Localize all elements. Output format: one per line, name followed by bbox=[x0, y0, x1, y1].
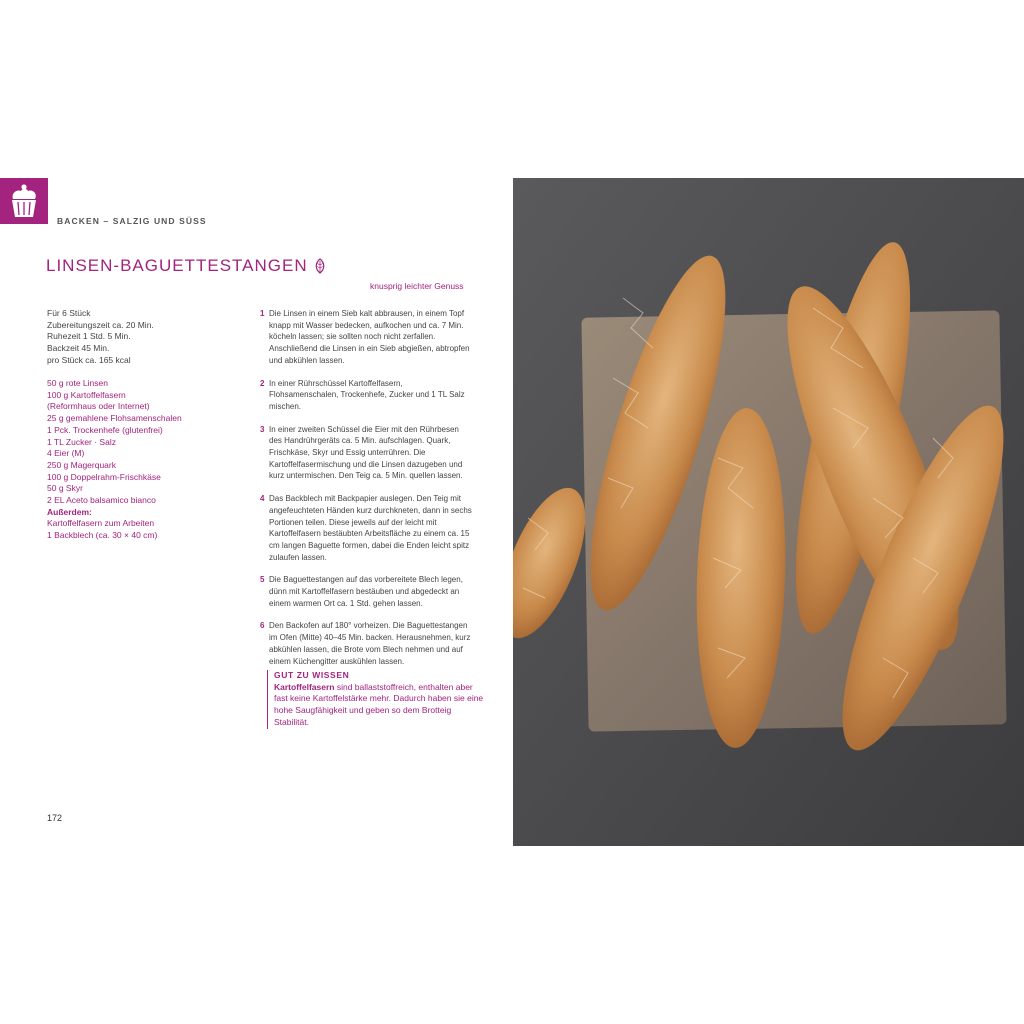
ingredient-item: 250 g Magerquark bbox=[47, 459, 116, 470]
step-number: 3 bbox=[260, 424, 265, 434]
tip-box bbox=[267, 670, 484, 729]
tip-keyword: Kartoffelfasern bbox=[274, 681, 335, 692]
step bbox=[260, 424, 472, 483]
recipe-info bbox=[47, 308, 247, 367]
step-text: Die Linsen in einem Sieb kalt abbrausen, in einem Topf knapp mit Wasser bedecken, aufkochen und ca. 7 Min. köcheln lassen; sie sollten noch nicht zerfallen. Anschließend die Linsen in ein Sieb abgießen, abtropfen und abkühlen lassen. bbox=[269, 309, 470, 365]
step-number: 6 bbox=[260, 621, 265, 631]
step bbox=[260, 378, 472, 413]
step-text: Den Backofen auf 180° vorheizen. Die Baguettestangen im Ofen (Mitte) 40–45 Min. backen. Herausnehmen, kurz abkühlen lassen, die Brote vom Blech nehmen und auf einem Küchengitter auskühlen lassen. bbox=[269, 621, 471, 666]
ingredient-item: 50 g Skyr bbox=[47, 483, 83, 494]
step-number: 4 bbox=[260, 494, 265, 504]
ingredient-item: 1 TL Zucker · Salz bbox=[47, 436, 116, 447]
bread-photo bbox=[513, 178, 1024, 846]
recipe-subtitle: knusprig leichter Genuss bbox=[370, 281, 464, 291]
step bbox=[260, 620, 472, 667]
tip-title: GUT ZU WISSEN bbox=[274, 670, 350, 680]
info-line: pro Stück ca. 165 kcal bbox=[47, 354, 131, 365]
step bbox=[260, 308, 472, 367]
tip-text: sind ballaststoffreich, enthalten aber fast keine Kartoffelstärke mehr. Dadurch haben sie eine hohe Saugfähigkeit und geben so dem Brotteig Stabilität. bbox=[274, 681, 484, 727]
ingredient-item: 100 g Kartoffelfasern bbox=[47, 389, 126, 400]
tip-body bbox=[274, 682, 484, 729]
ingredient-item: (Reformhaus oder Internet) bbox=[47, 401, 150, 412]
leaf-icon bbox=[314, 258, 326, 274]
step-text: In einer Rührschüssel Kartoffelfasern, Flohsamenschalen, Trockenhefe, Zucker und 1 TL Salz mischen. bbox=[269, 378, 465, 411]
step-number: 1 bbox=[260, 309, 265, 318]
step-number: 5 bbox=[260, 575, 265, 585]
step-text: In einer zweiten Schüssel die Eier mit den Rührbesen des Handrührgeräts ca. 5 Min. aufschlagen. Quark, Frischkäse, Skyr und Essig unterrühren. Die Kartoffelfasermischung und die Linsen dazugeben und kurz untermischen. Den Teig ca. 5 Min. quellen lassen. bbox=[269, 424, 463, 481]
info-line: Zubereitungszeit ca. 20 Min. bbox=[47, 319, 154, 330]
step bbox=[260, 574, 472, 609]
ingredient-item: 25 g gemahlene Flohsamenschalen bbox=[47, 413, 182, 424]
cupcake-icon bbox=[7, 183, 41, 219]
step-number: 2 bbox=[260, 378, 265, 388]
ingredient-item: 50 g rote Linsen bbox=[47, 378, 108, 388]
extra-item: Kartoffelfasern zum Arbeiten bbox=[47, 518, 155, 529]
instruction-steps bbox=[260, 308, 472, 678]
step bbox=[260, 493, 472, 563]
ingredient-item: 4 Eier (M) bbox=[47, 448, 85, 459]
ingredient-item: 2 EL Aceto balsamico bianco bbox=[47, 495, 156, 506]
ingredient-item: 100 g Doppelrahm-Frischkäse bbox=[47, 471, 161, 482]
title-row bbox=[46, 256, 326, 276]
ingredient-item: 1 Pck. Trockenhefe (glutenfrei) bbox=[47, 424, 163, 435]
step-text: Die Baguettestangen auf das vorbereitete Blech legen, dünn mit Kartoffelfasern bestäuben und abgedeckt an einem warmen Ort ca. 1 Std. gehen lassen. bbox=[269, 575, 463, 608]
section-label: BACKEN – SALZIG UND SÜSS bbox=[57, 216, 207, 226]
page-number: 172 bbox=[47, 813, 63, 823]
info-line: Für 6 Stück bbox=[47, 308, 91, 318]
extra-item: 1 Backblech (ca. 30 × 40 cm) bbox=[47, 530, 158, 541]
step-text: Das Backblech mit Backpapier auslegen. Den Teig mit angefeuchteten Händen kurz durchkneten, dann in sechs Portionen teilen. Diese jeweils auf der leicht mit Kartoffelfasern bestäubten Arbeitsfläche zu einem ca. 15 cm langen Baguette formen, dabei die Enden leicht spitz zulaufen lassen. bbox=[269, 494, 472, 562]
extras-heading: Außerdem: bbox=[47, 506, 92, 517]
ingredient-list bbox=[47, 378, 252, 542]
info-line: Ruhezeit 1 Std. 5 Min. bbox=[47, 331, 131, 342]
info-line: Backzeit 45 Min. bbox=[47, 343, 110, 354]
recipe-title: LINSEN-BAGUETTESTANGEN bbox=[46, 256, 308, 275]
chapter-tab bbox=[0, 178, 48, 224]
